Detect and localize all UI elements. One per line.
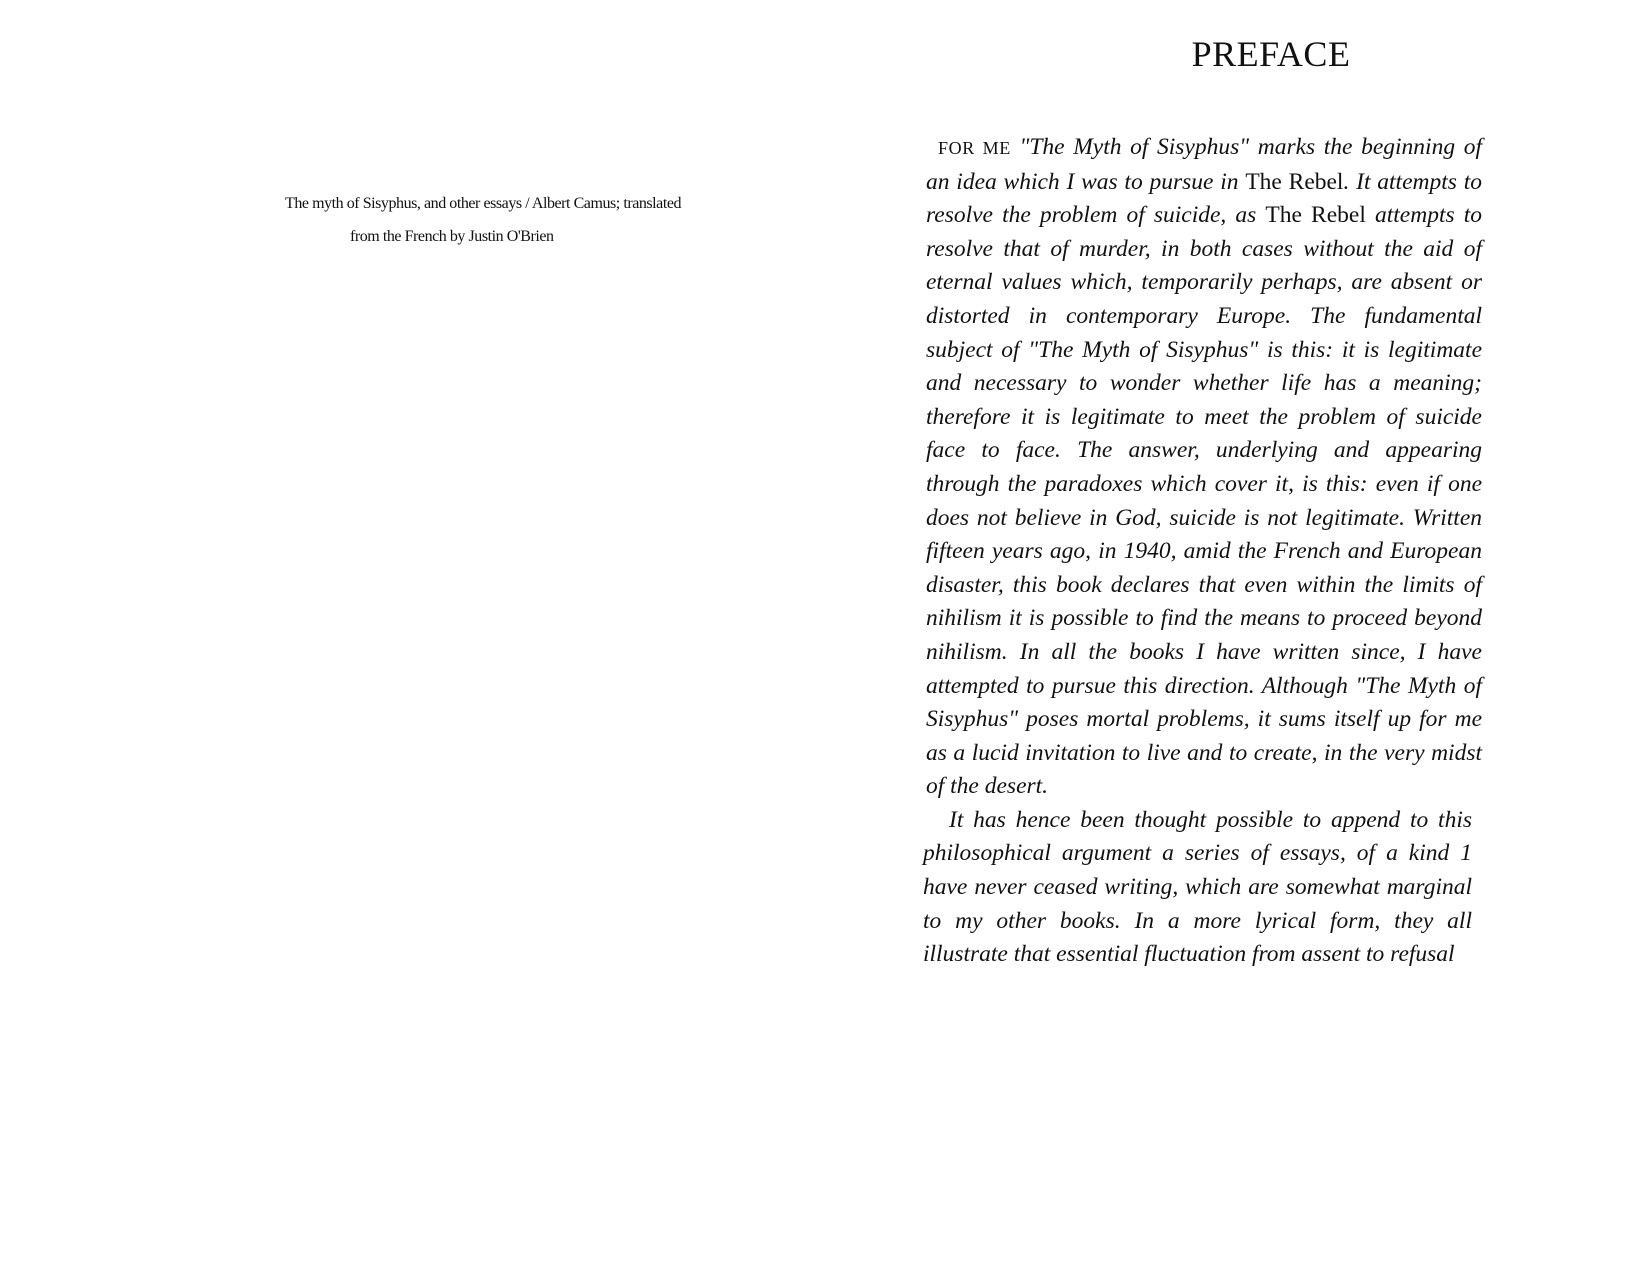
preface-paragraph-2: It has hence been thought possible to append to this philosophical argument a series of essays, of a kind 1 have never ceased writing, which are somewhat marginal to my other books. In a more lyrical form, they all illustrate that essential fluctuation from assent to refusal bbox=[923, 806, 1472, 968]
left-page bbox=[0, 0, 825, 1275]
paragraph-1-text-c: attempts to resolve that of murder, in both cases without the aid of eternal values which, temporarily perhaps, are absent or distorted in contemporary Europe. The fundamental subject of "The Myth of Sisyphus" is this: it is legitimate and necessary to wonder whether life has a meaning; therefore it is legitimate to meet the problem of suicide face to face. The answer, underlying and appearing through the paradoxes which cover it, is this: even if one does not believe in God, suicide is not legitimate. Written fifteen years ago, in 1940, amid the French and European disaster, this book declares that even within the limits of nihilism it is possible to find the means to proceed beyond nihilism. In all the books I have written since, I have attempted to pursue this direction. Although "The Myth of Sisyphus" poses mortal problems, it sums itself up for me as a lucid invitation to live and to create, in the very midst of the desert. bbox=[926, 202, 1482, 800]
page-title bbox=[825, 33, 1651, 75]
catalog-line-1: The myth of Sisyphus, and other essays / Albert Camus; translated bbox=[285, 195, 682, 212]
page-title-text: PREFACE bbox=[1191, 34, 1351, 74]
preface-paragraph-1 bbox=[926, 131, 1482, 804]
book-title-the-rebel: The Rebel bbox=[1245, 168, 1344, 195]
preface-body bbox=[923, 131, 1482, 972]
catalog-line-2: from the French by Justin O'Brien bbox=[350, 228, 554, 245]
paragraph-1-text-a: "The Myth of Sisyphus" marks the beginning of an idea which I was to pursue in bbox=[926, 134, 1482, 195]
paragraph-1-text-b: . It attempts to resolve the problem of suicide, as bbox=[926, 168, 1482, 229]
right-page bbox=[825, 0, 1651, 1275]
book-title-the-rebel-2: The Rebel bbox=[1265, 202, 1366, 229]
catalog-entry bbox=[250, 187, 730, 253]
opening-words: FOR ME bbox=[938, 138, 1011, 158]
